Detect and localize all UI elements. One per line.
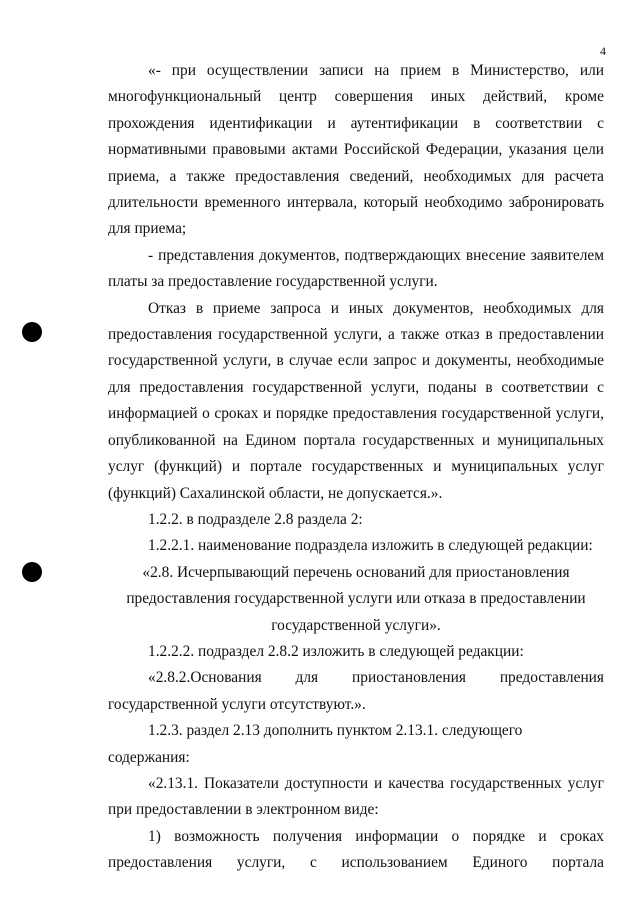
paragraph: 1) возможность получения информации о порядке и сроках предоставления услуги, с использованием Единого портала [108, 827, 604, 872]
punch-hole [22, 562, 42, 582]
document-body [108, 58, 604, 877]
subsection-title: «2.8. Исчерпывающий перечень оснований для приостановления предоставления государственной услуги или отказа в предоставлении государственной услуги». [126, 563, 586, 634]
paragraph: - представления документов, подтверждающих внесение заявителем платы за предоставление государственной услуги. [108, 246, 604, 291]
punch-hole [22, 322, 42, 342]
paragraph: 1.2.3. раздел 2.13 дополнить пунктом 2.13.1. следующего содержания: [108, 722, 523, 766]
paragraph: «2.13.1. Показатели доступности и качества государственных услуг при предоставлении в электронном виде: [108, 774, 604, 819]
page-number: 4 [600, 44, 606, 58]
paragraph: 1.2.2.1. наименование подраздела изложить в следующей редакции: [148, 537, 593, 555]
paragraph: «- при осуществлении записи на прием в Министерство, или многофункциональный центр совершения иных действий, кроме прохождения идентификации и аутентификации в соответствии с нормативными правовыми актами Российской Федерации, указания цели приема, а также предоставления сведений, необходимых для расчета длительности временного интервала, который необходимо забронировать для приема; [108, 62, 604, 238]
paragraph: «2.8.2.Основания для приостановления предоставления государственной услуги отсутствуют.». [108, 669, 604, 713]
paragraph: 1.2.2. в подразделе 2.8 раздела 2: [148, 510, 363, 528]
paragraph: 1.2.2.2. подраздел 2.8.2 изложить в следующей редакции: [148, 642, 524, 660]
paragraph: Отказ в приеме запроса и иных документов, необходимых для предоставления государственной услуги, а также отказ в предоставлении государственной услуги, в случае если запрос и документы, необходимые для предоставления государственной услуги, поданы в соответствии с информацией о сроках и порядке предоставления государственной услуги, опубликованной на Едином портала государственных и муниципальных услуг (функций) и портале государственных и муниципальных услуг (функций) Сахалинской области, не допускается.». [108, 299, 604, 502]
